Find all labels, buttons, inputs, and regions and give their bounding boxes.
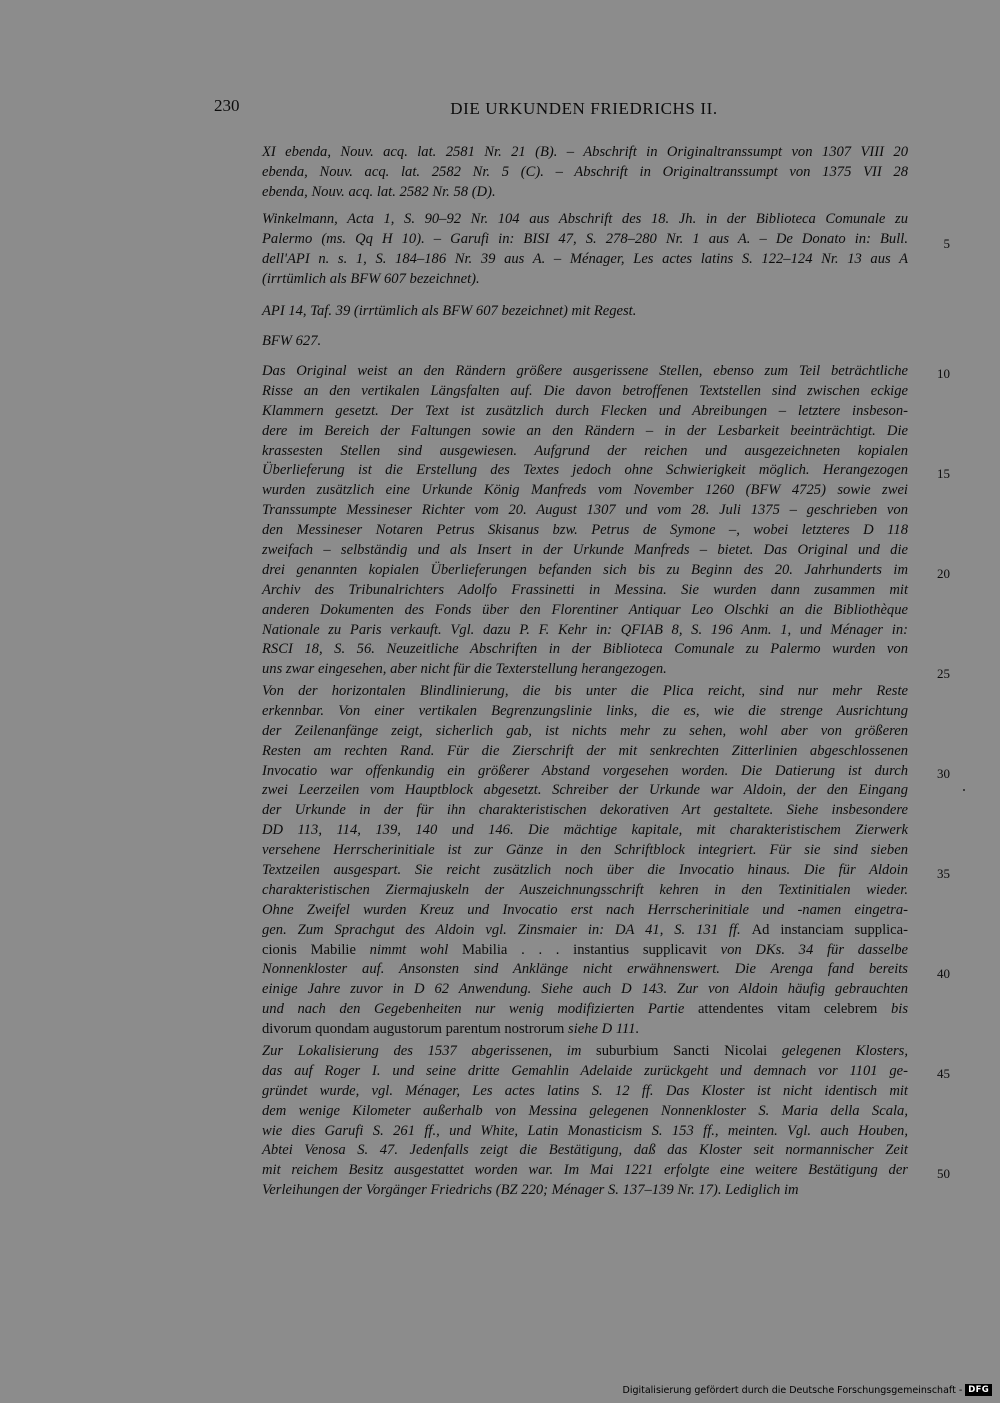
text-line: und nach den Gegebenheiten nur wenig modifizierten Partie attendentes vitam celebrem bis (262, 1001, 908, 1018)
text-line: das auf Roger I. und seine dritte Gemahlin Adelaide zurückgeht und demnach vor 1101 ge- (262, 1062, 908, 1079)
text-line: anderen Dokumenten des Fonds über den Florentiner Antiquar Leo Olschki an die Bibliothèque (262, 601, 908, 618)
footer-text: Digitalisierung gefördert durch die Deutsche Forschungsgemeinschaft - (622, 1384, 963, 1396)
text-line: gründet wurde, vgl. Ménager, Les actes latins S. 12 ff. Das Kloster ist nicht identisch mit (262, 1082, 908, 1099)
margin-line-number: 10 (937, 366, 950, 381)
text-line: erkennbar. Von einer vertikalen Begrenzungslinie links, die es, wie die strenge Ausrichtung (262, 702, 908, 719)
text-line: Archiv des Tribunalrichters Adolfo Frassinetti in Messina. Sie wurden dann zusammen mit (262, 581, 908, 598)
paragraph (262, 143, 908, 203)
text-line: ebenda, Nouv. acq. lat. 2582 Nr. 5 (C). – Abschrift in Originaltranssumpt von 1375 VII 28 (262, 163, 908, 180)
text-line: der Urkunde in der für ihn charakteristischen dekorativen Art gestaltete. Siehe insbesondere (262, 802, 908, 819)
text-line: Winkelmann, Acta 1, S. 90–92 Nr. 104 aus Abschrift des 18. Jh. in der Biblioteca Comunale zu (262, 211, 908, 227)
text-line: BFW 627. (262, 333, 322, 349)
text-line: der Zeilenanfänge zeigt, sicherlich gab, ist nichts mehr zu sehen, wohl aber von größeren (262, 722, 908, 739)
text-line: Risse an den vertikalen Längsfalten auf. Die davon betroffenen Textstellen sind zwischen eckige (262, 382, 908, 399)
text-line: gen. Zum Sprachgut des Aldoin vgl. Zinsmaier in: DA 41, S. 131 ff. Ad instanciam supplica- (262, 921, 908, 938)
paragraph (262, 362, 908, 680)
text-line: charakteristischen Ziermajuskeln der Auszeichnungsschrift kehren in den Textinitialen wieder. (262, 881, 908, 898)
page-number: 230 (214, 96, 240, 115)
scan-speck (963, 789, 965, 791)
text-line: Textzeilen ausgespart. Sie reicht zusätzlich noch über die Invocatio hinaus. Die für Aldoin (262, 862, 908, 879)
text-line: XI ebenda, Nouv. acq. lat. 2581 Nr. 21 (B). – Abschrift in Originaltranssumpt von 1307 VIII 20 (262, 144, 908, 160)
paragraph (262, 302, 908, 322)
margin-line-number: 50 (937, 1166, 950, 1181)
text-line: Überlieferung ist die Erstellung des Textes jedoch ohne Schwierigkeit möglich. Herangezogen (262, 462, 908, 479)
paragraph (262, 210, 908, 290)
running-head: DIE URKUNDEN FRIEDRICHS II. (450, 99, 718, 118)
text-line: krassesten Stellen sind ausgewiesen. Aufgrund der reichen und ausgezeichneten kopialen (262, 442, 908, 459)
text-line: RSCI 18, S. 56. Neuzeitliche Abschriften in der Biblioteca Comunale zu Palermo wurden von (262, 641, 908, 658)
text-line: den Messineser Notaren Petrus Skisanus bzw. Petrus de Symone –, wobei letzteres D 118 (262, 522, 908, 539)
margin-line-number: 5 (943, 236, 950, 251)
margin-line-number: 30 (937, 766, 950, 781)
text-line: Invocatio war offenkundig ein größerer Abstand vorgesehen worden. Die Datierung ist durch (262, 762, 908, 779)
text-line: zwei Leerzeilen vom Hauptblock abgesetzt. Schreiber der Urkunde war Aldoin, der den Eingang (262, 782, 908, 799)
text-line: Verleihungen der Vorgänger Friedrichs (BZ 220; Ménager S. 137–139 Nr. 17). Lediglich im (262, 1182, 799, 1199)
text-line: Abtei Venosa S. 47. Jedenfalls zeigt die Bestätigung, daß das Kloster seit normannischer Zeit (262, 1142, 908, 1159)
text-line: Von der horizontalen Blindlinierung, die bis unter die Plica reicht, sind nur mehr Reste (262, 683, 908, 699)
text-line: wurden zusätzlich eine Urkunde König Manfreds vom November 1260 (BFW 4725) sowie zwei (262, 482, 908, 499)
text-line: Das Original weist an den Rändern größere ausgerissene Stellen, ebenso zum Teil beträchtliche (262, 363, 908, 379)
text-line: zweifach – selbständig und als Insert in der Urkunde Manfreds – bietet. Das Original und die (262, 542, 908, 559)
text-line: Nationale zu Paris verkauft. Vgl. dazu P. F. Kehr in: QFIAB 8, S. 196 Anm. 1, und Ménager in: (262, 621, 908, 638)
text-line: ebenda, Nouv. acq. lat. 2582 Nr. 58 (D). (262, 183, 496, 200)
text-line: Zur Lokalisierung des 1537 abgerissenen, im suburbium Sancti Nicolai gelegenen Klosters, (262, 1043, 908, 1059)
text-line: versehene Herrscherinitiale ist zur Gänze in den Schriftblock integriert. Für sie sind sieben (262, 842, 908, 859)
dfg-logo: DFG (965, 1384, 992, 1396)
text-line: API 14, Taf. 39 (irrtümlich als BFW 607 bezeichnet) mit Regest. (262, 303, 637, 319)
text-line: einige Jahre zuvor in D 62 Anwendung. Siehe auch D 143. Zur von Aldoin häufig gebrauchten (262, 981, 908, 998)
text-line: Nonnenkloster auf. Ansonsten sind Anklänge nicht erwähnenswert. Die Arenga fand bereits (262, 961, 908, 978)
text-line: drei genannten kopialen Überlieferungen befanden sich bis zu Beginn des 20. Jahrhunderts im (262, 561, 908, 578)
text-line: dell'API n. s. 1, S. 184–186 Nr. 39 aus A. – Ménager, Les actes latins S. 122–124 Nr. 13 aus A (262, 250, 908, 267)
text-line: dem wenige Kilometer außerhalb von Messina gelegenen Nonnenkloster S. Maria della Scala, (262, 1102, 908, 1119)
paragraph (262, 332, 908, 352)
text-line: wie dies Garufi S. 261 ff., und White, Latin Monasticism S. 153 ff., meinten. Vgl. auch Houben, (262, 1122, 908, 1139)
margin-line-number: 40 (937, 966, 950, 981)
text-line: (irrtümlich als BFW 607 bezeichnet). (262, 270, 480, 287)
text-line: divorum quondam augustorum parentum nostrorum siehe D 111. (262, 1021, 640, 1038)
text-line: Palermo (ms. Qq H 10). – Garufi in: BISI 47, S. 278–280 Nr. 1 aus A. – De Donato in: Bull. (262, 230, 908, 247)
text-line: cionis Mabilie nimmt wohl Mabilia . . . instantius supplicavit von DKs. 34 für dasselbe (262, 941, 908, 958)
text-line: Klammern gesetzt. Der Text ist zusätzlich durch Flecken und Abreibungen – letztere insbeson- (262, 402, 908, 419)
margin-line-number: 15 (937, 466, 950, 481)
text-line: uns zwar eingesehen, aber nicht für die Texterstellung herangezogen. (262, 661, 667, 678)
footer (623, 1384, 993, 1396)
margin-line-number: 45 (937, 1066, 950, 1081)
text-line: mit reichem Besitz ausgestattet worden war. Im Mai 1221 erfolgte eine weitere Bestätigung der (262, 1162, 908, 1179)
paragraph (262, 682, 908, 1040)
margin-line-number: 20 (937, 566, 950, 581)
text-line: Ohne Zweifel wurden Kreuz und Invocatio erst nach Herrscherinitiale und -namen eingetra- (262, 901, 908, 918)
text-line: DD 113, 114, 139, 140 und 146. Die mächtige kapitale, mit charakteristischem Zierwerk (262, 822, 908, 839)
paragraph (262, 1042, 908, 1201)
text-line: Transsumpte Messineser Richter vom 20. August 1307 und vom 28. Juli 1375 – geschrieben von (262, 502, 908, 519)
margin-line-number: 35 (937, 866, 950, 881)
text-line: dere im Bereich der Faltungen sowie an den Rändern – in der Lesbarkeit beeinträchtigt. Die (262, 422, 908, 439)
margin-line-number: 25 (937, 666, 950, 681)
text-line: Resten am rechten Rand. Für die Zierschrift der mit senkrechten Zitterlinien abgeschlossenen (262, 742, 908, 759)
